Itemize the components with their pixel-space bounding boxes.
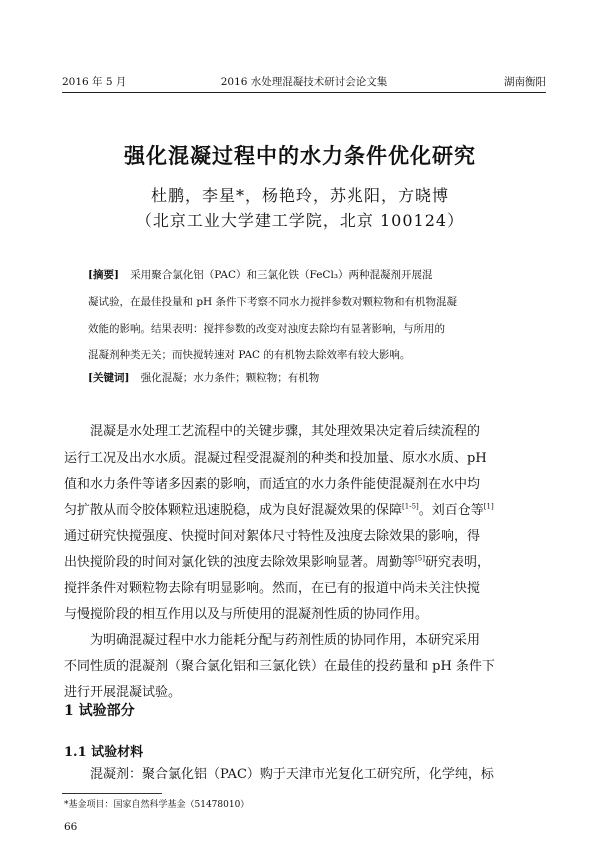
abstract-text: 采用聚合氯化铝（PAC）和三氯化铁（FeCl₃）两种混凝剂开展混 xyxy=(130,269,433,281)
abstract-line: 混凝剂种类无关；而快搅转速对 PAC 的有机物去除效率有较大影响。 xyxy=(88,349,411,361)
paper-title: 强化混凝过程中的水力条件优化研究 xyxy=(124,144,476,168)
body-line-text: 。刘百仓等 xyxy=(418,503,484,518)
body-line: 混凝是水处理工艺流程中的关键步骤，其处理效果决定着后续流程的 xyxy=(90,424,481,439)
body-line: 搅拌条件对颗粒物去除有明显影响。然而，在已有的报道中尚未关注快搅 xyxy=(64,581,481,596)
subsection-heading: 1.1 试验材料 xyxy=(64,745,144,760)
running-header xyxy=(62,70,546,90)
keywords-line xyxy=(88,370,524,385)
body-line-text: 出快搅阶段的时间对氯化铁的浊度去除效果影响显著。周勤等 xyxy=(64,555,416,570)
footnote-rule xyxy=(62,793,162,794)
page-number: 66 xyxy=(64,821,78,833)
affiliation: （北京工业大学建工学院，北京 100124） xyxy=(135,211,465,230)
header-location: 湖南衡阳 xyxy=(504,76,546,88)
body-line: 运行工况及出水水质。混凝过程受混凝剂的种类和投加量、原水水质、pH xyxy=(64,451,487,466)
header-rule xyxy=(62,92,546,93)
body-line xyxy=(64,551,536,570)
body-line: 不同性质的混凝剂（聚合氯化铝和三氯化铁）在最佳的投药量和 pH 条件下 xyxy=(64,659,495,674)
body-line: 与慢搅阶段的相互作用以及与所使用的混凝剂性质的协同作用。 xyxy=(64,607,429,622)
abstract-line xyxy=(88,267,524,282)
citation: [5] xyxy=(415,554,425,563)
body-line: 进行开展混凝试验。 xyxy=(64,685,182,700)
abstract-line: 效能的影响。结果表明：搅拌参数的改变对浊度去除均有显著影响，与所用的 xyxy=(88,323,445,335)
body-line: 为明确混凝过程中水力能耗分配与药剂性质的协同作用，本研究采用 xyxy=(90,633,481,648)
body-line-text: 匀扩散从而令胶体颗粒迅速脱稳，成为良好混凝效果的保障 xyxy=(64,503,403,518)
footnote: *基金项目：国家自然科学基金（51478010） xyxy=(64,800,250,810)
citation: [1] xyxy=(483,502,494,511)
abstract-label: [摘要] xyxy=(88,269,119,281)
body-line: 混凝剂：聚合氯化铝（PAC）购于天津市光复化工研究所，化学纯，标 xyxy=(90,767,494,782)
abstract-line: 凝试验，在最佳投量和 pH 条件下考察不同水力搅拌参数对颗粒物和有机物混凝 xyxy=(88,296,458,308)
keywords-text: 强化混凝；水力条件；颗粒物；有机物 xyxy=(140,372,320,384)
body-line xyxy=(64,499,536,518)
body-line: 通过研究快搅强度、快搅时间对絮体尺寸特性及浊度去除效果的影响，得 xyxy=(64,529,481,544)
citation: [1-5] xyxy=(402,502,419,511)
body-line: 值和水力条件等诸多因素的影响，而适宜的水力条件能使混凝剂在水中均 xyxy=(64,477,481,492)
authors: 杜鹏，李星*，杨艳玲，苏兆阳，方晓博 xyxy=(150,186,449,205)
keywords-label: [关键词] xyxy=(88,372,130,384)
body-line-text: 研究表明， xyxy=(424,555,490,570)
header-proceedings: 2016 水处理混凝技术研讨会论文集 xyxy=(220,76,388,88)
section-heading: 1 试验部分 xyxy=(64,703,135,719)
header-date: 2016 年 5 月 xyxy=(62,76,127,88)
